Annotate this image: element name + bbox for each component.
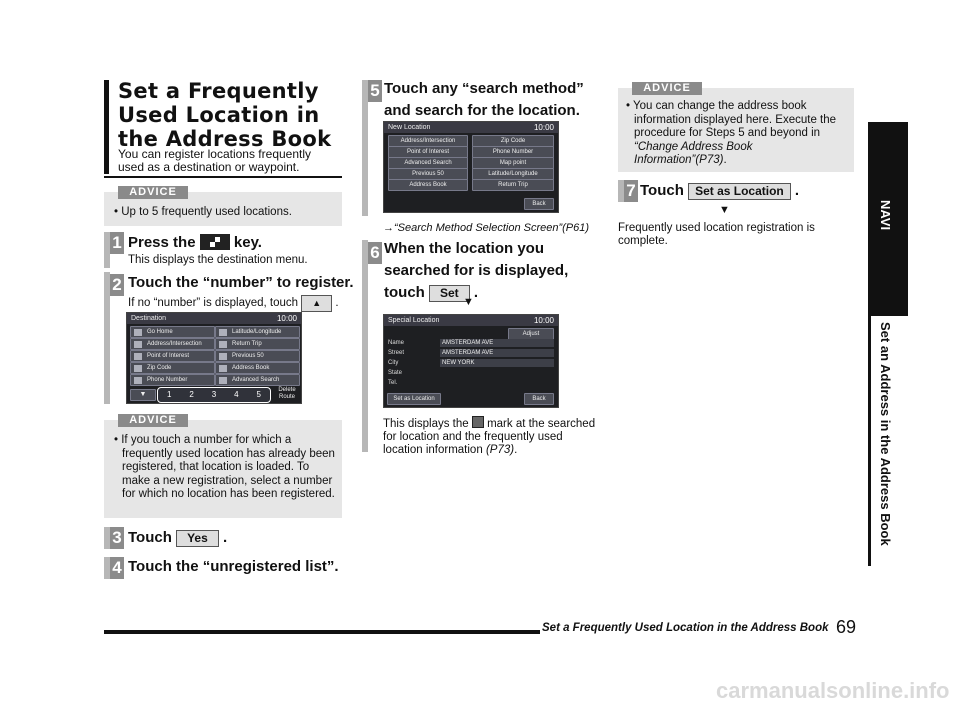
page-reference: “Change Address Book Information”(P73) [634,140,753,166]
step-title-line: searched for is displayed, [384,262,569,279]
special-location-screen [383,314,559,408]
address-icon [134,341,142,348]
return-icon [219,341,227,348]
advice-bullet-text: Up to 5 frequently used locations. [121,206,292,218]
field-label: Tel. [388,380,398,386]
step-title-text: key. [233,234,262,251]
step-number: 5 [368,80,382,102]
screen-button: Previous 50 [388,168,468,180]
advice-tag: ADVICE [118,414,188,427]
screen-button-label: Previous 50 [232,353,264,359]
step-title: Touch the “number” to register. [128,274,354,291]
screen-button-label: Address/Intersection [147,341,202,347]
number-slot: 2 [189,390,194,399]
step-title [640,180,799,202]
screen-button: Return Trip [472,179,554,191]
step-title-text: Touch [640,182,684,199]
advice-bullet: • Up to 5 frequently used locations. [114,206,292,218]
page-title-line: Used Location in [118,103,320,127]
step-desc: This displays the destination menu. [128,254,308,266]
zip-icon [134,365,142,372]
field-label: State [388,370,403,376]
screen-button: Address/Intersection [388,135,468,147]
advice-tag: ADVICE [632,82,702,95]
set-key: Set [429,285,470,302]
intro-text: You can register locations frequently used as a destination or waypoint. [118,147,312,174]
screen-button-label: Advanced Search [232,377,280,383]
screen-button [130,362,215,374]
step-title [128,527,227,549]
page-title-line: Set a Frequently [118,79,319,103]
number-slot: 4 [234,390,239,399]
screen-button [130,326,215,338]
step-title-text: touch [384,284,425,301]
screen-header [127,313,301,324]
screen-button-label: Phone Number [147,377,188,383]
advice-bullet: • You can change the address book information displayed here. Execute the procedure for Steps 5 and beyond in “Change Address Book Information”(P73). [626,100,837,166]
flag-icon [200,234,230,250]
step-desc [128,295,339,312]
step-bar [362,240,368,452]
up-arrow-key: ▲ [301,295,332,312]
screen-header [384,315,558,326]
field-value: AMSTERDAM AVE [440,339,554,347]
step-number: 1 [110,232,124,254]
down-arrow: ▼ [719,204,730,216]
screen-title: Destination [131,315,167,322]
screen-back-button: Back [524,198,554,210]
phone-icon [134,377,142,384]
page-title [118,79,348,151]
screen-clock: 10:00 [533,123,554,132]
step-title: Touch the “unregistered list”. [128,558,339,575]
step-number: 6 [368,242,382,264]
footer-rule [104,630,540,634]
step-number: 7 [624,180,638,202]
number-bar [157,387,271,403]
footer-title: Set a Frequently Used Location in the Address Book [542,622,829,634]
field-value: AMSTERDAM AVE [440,349,554,357]
set-as-location-key: Set as Location [688,183,791,200]
step-desc-text: If no “number” is displayed, touch [128,297,299,309]
screen-arrow-button: ▼ [130,389,156,401]
screen-button [130,350,215,362]
screen-button [215,374,300,386]
screen-title: New Location [388,124,431,131]
screen-button: Advanced Search [388,157,468,169]
destination-screen [126,312,302,404]
book-mark-icon [472,416,484,428]
screen-clock: 10:00 [533,316,554,325]
screen-button [215,326,300,338]
number-slot: 5 [256,390,261,399]
advice-bullet-text: . [723,154,727,166]
screen-back-button: Back [524,393,554,405]
yes-key: Yes [176,530,219,547]
title-bar [104,80,109,174]
screen-button-label: Point of Interest [147,353,190,359]
step-title: Touch any “search method” and search for the location. [384,80,584,119]
advice-tag: ADVICE [118,186,188,199]
advice-bullet-text: If you touch a number for which a frequently used location has already been registered, that location is loaded. To make a new registration, select a number for which no location has been registered. [121,434,335,500]
page-number: 69 [836,617,857,637]
step-desc-text: . [514,444,518,456]
field-label: Street [388,350,405,356]
step-title [384,238,568,304]
destination-key-icon [200,234,230,250]
side-tab-navi: NAVI [878,200,893,231]
home-icon [134,329,142,336]
set-as-location-button: Set as Location [387,393,441,405]
side-tab-line [868,316,871,566]
screen-button: Zip Code [472,135,554,147]
advice-bullet-text: Execute the procedure for Steps 5 and beyond in [634,113,837,139]
step-title-text: Press the [128,234,196,251]
step-desc: Frequently used location registration is complete. [618,222,815,247]
screen-button-label: Address Book [232,365,270,371]
step-title [128,232,262,254]
delete-route-label: Delete Route [278,387,296,400]
step-title-text: . [473,284,479,301]
screen-button: Phone Number [472,146,554,158]
screen-button: Point of Interest [388,146,468,158]
step-number: 3 [110,527,124,549]
screen-button-label: Return Trip [232,341,262,347]
step-title-text: . [222,529,228,546]
new-location-screen [383,121,559,213]
search-icon [219,377,227,384]
screen-button [215,350,300,362]
step-title-text: Touch [128,529,172,546]
step-number: 2 [110,274,124,296]
advice-bullet: • If you touch a number for which a frequently used location has already been registered, that location is loaded. To make a new registration, select a number for which no location has been registered. [114,434,335,500]
step-desc-text: mark at the searched for location and the frequently used location information [383,418,596,456]
book-icon [219,365,227,372]
screen-button [130,374,215,386]
latlon-icon [219,329,227,336]
page-reference: (P73) [485,444,515,456]
step-desc [383,416,603,457]
down-arrow: ▼ [463,296,474,308]
poi-icon [134,353,142,360]
screen-title: Special Location [388,317,440,324]
screen-button: Latitude/Longitude [472,168,554,180]
screen-button: Address Book [388,179,468,191]
field-value: NEW YORK [440,359,554,367]
screen-button [130,338,215,350]
side-tab-section: Set an Address in the Address Book [878,322,893,546]
screen-button [215,362,300,374]
screen-button-label: Latitude/Longitude [232,329,282,335]
screen-button-label: Zip Code [147,365,172,371]
title-underline [104,176,342,178]
step-desc-text: . [335,297,339,309]
screen-button [215,338,300,350]
step-reference: →“Search Method Selection Screen”(P61) [383,222,590,234]
number-slot: 3 [211,390,217,399]
history-icon [219,353,227,360]
watermark: carmanualsonline.info [716,678,950,703]
field-label: Name [388,340,405,346]
field-label: City [388,360,399,366]
screen-clock: 10:00 [276,314,297,323]
screen-button-label: Go Home [147,329,173,335]
step-title-text: . [794,182,800,199]
adjust-button: Adjust [508,328,554,340]
step-title-line [384,282,568,304]
advice-bullet-text: You can change the address book information displayed here. [633,100,807,126]
page-title-line: the Address Book [118,127,332,151]
screen-button: Map point [472,157,554,169]
step-number: 4 [110,557,124,579]
step-title-line: When the location you [384,240,544,257]
screen-header [384,122,558,133]
step-desc-text: This displays the [383,418,469,430]
number-slot: 1 [166,390,172,399]
